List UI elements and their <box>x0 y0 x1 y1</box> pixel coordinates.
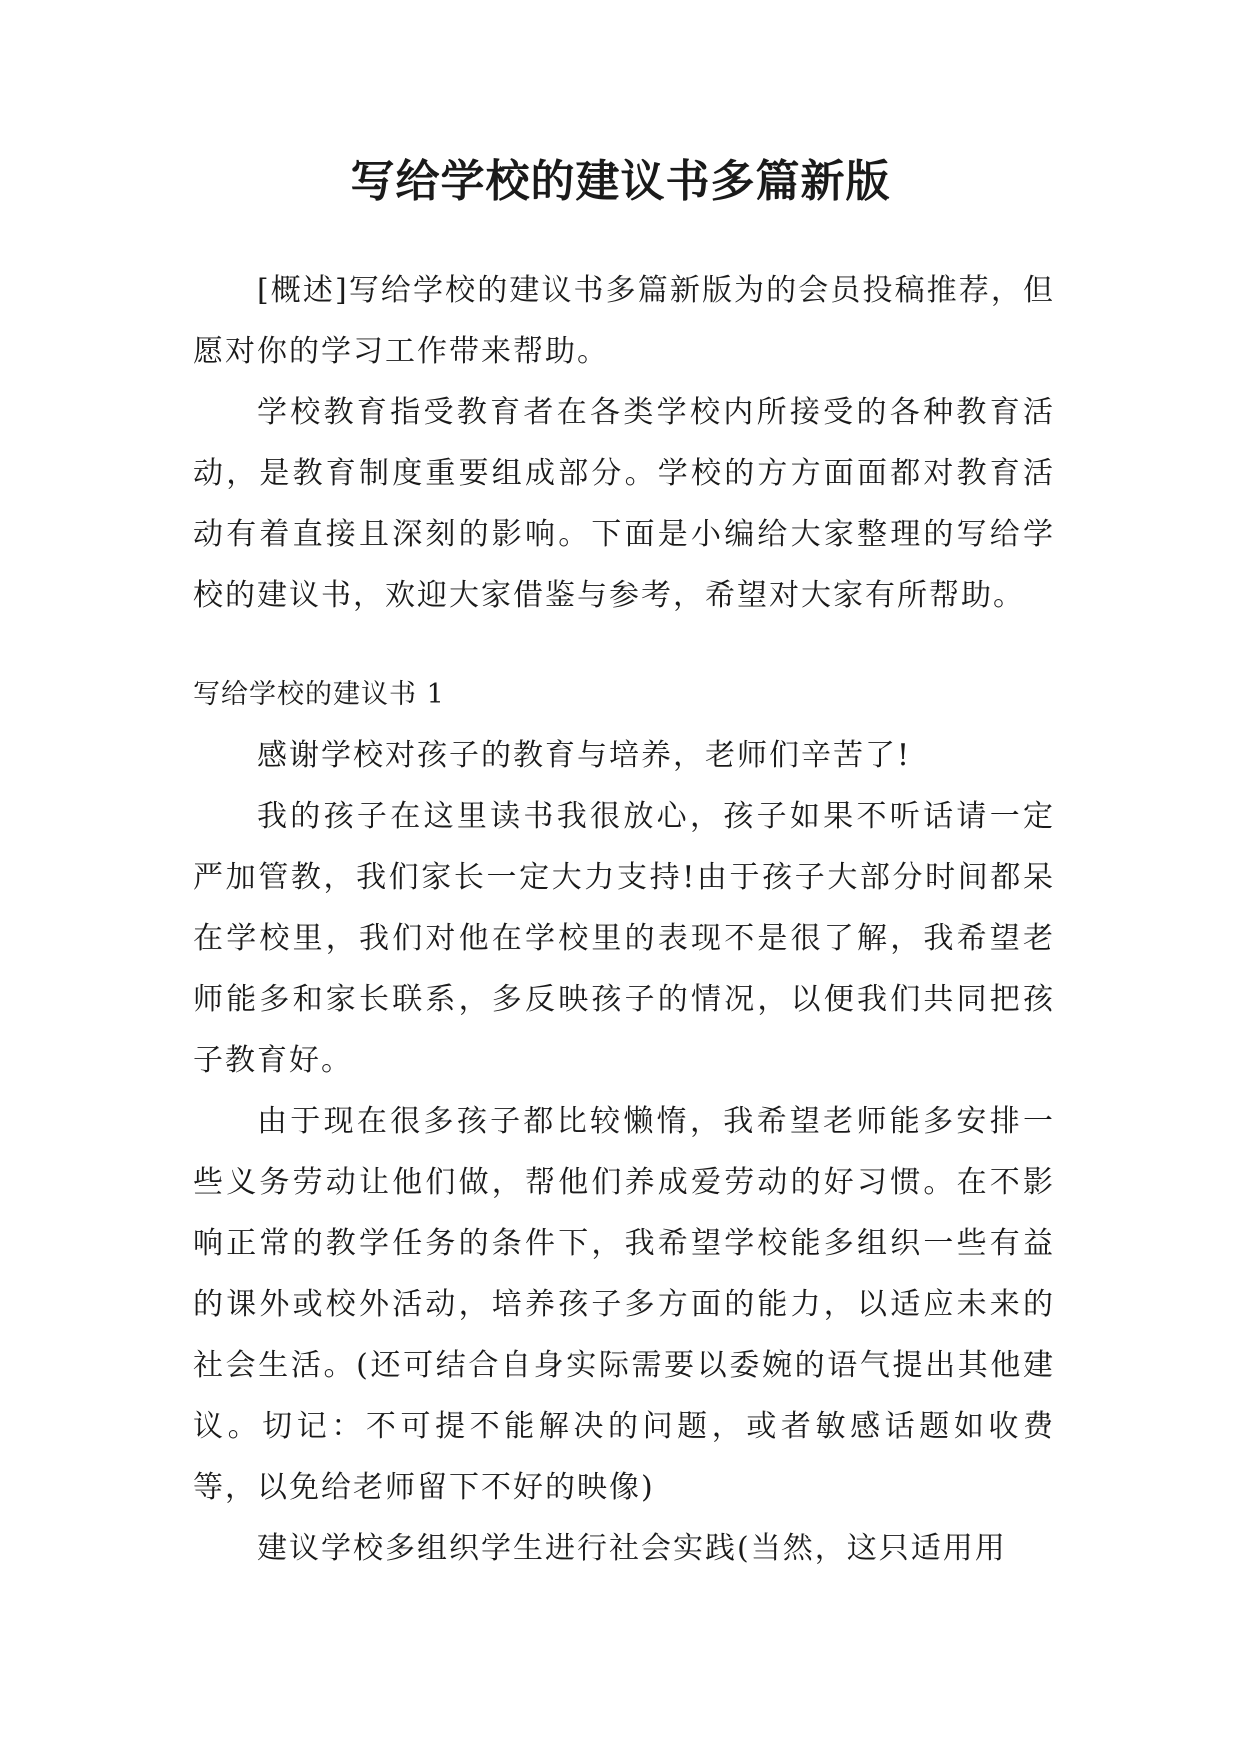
body-paragraph: 学校教育指受教育者在各类学校内所接受的各种教育活动，是教育制度重要组成部分。学校的方方面面都对教育活动有着直接且深刻的影响。下面是小编给大家整理的写给学校的建议书，欢迎大家借鉴与参考，希望对大家有所帮助。 <box>193 395 1055 613</box>
body-paragraph: 感谢学校对孩子的教育与培养，老师们辛苦了! <box>257 738 912 773</box>
document-body <box>193 260 1055 1579</box>
section-heading: 写给学校的建议书 1 <box>193 679 445 710</box>
intro-paragraph: [概述]写给学校的建议书多篇新版为的会员投稿推荐，但愿对你的学习工作带来帮助。 <box>193 273 1055 369</box>
body-paragraph: 建议学校多组织学生进行社会实践(当然，这只适用用 <box>257 1531 1007 1566</box>
document-title: 写给学校的建议书多篇新版 <box>350 156 891 207</box>
body-paragraph: 由于现在很多孩子都比较懒惰，我希望老师能多安排一些义务劳动让他们做，帮他们养成爱劳动的好习惯。在不影响正常的教学任务的条件下，我希望学校能多组织一些有益的课外或校外活动，培养孩子多方面的能力，以适应未来的社会生活。(还可结合自身实际需要以委婉的语气提出其他建议。切记：不可提不能解决的问题，或者敏感话题如收费等，以免给老师留下不好的映像) <box>193 1104 1055 1505</box>
body-paragraph: 我的孩子在这里读书我很放心，孩子如果不听话请一定严加管教，我们家长一定大力支持!由于孩子大部分时间都呆在学校里，我们对他在学校里的表现不是很了解，我希望老师能多和家长联系，多反映孩子的情况，以便我们共同把孩子教育好。 <box>193 799 1055 1078</box>
